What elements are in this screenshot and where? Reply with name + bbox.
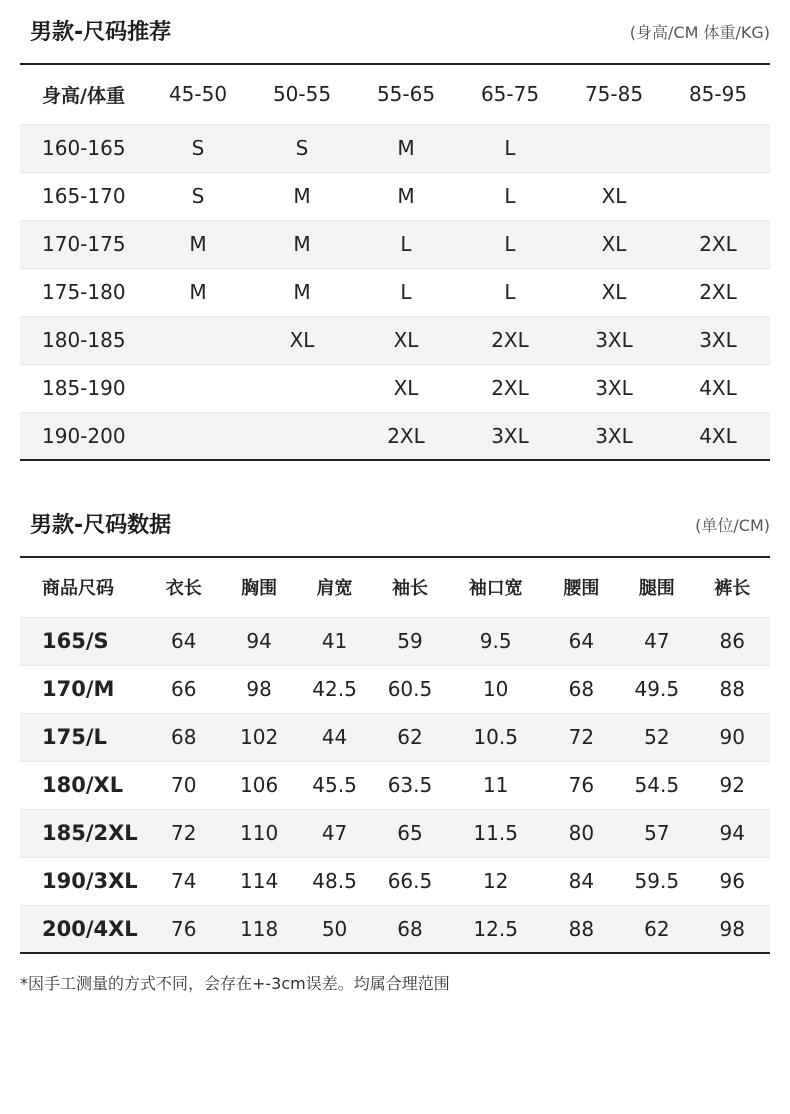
measurement-note: *因手工测量的方式不同，会存在+-3cm误差。均属合理范围 bbox=[20, 974, 450, 993]
table-row bbox=[20, 857, 770, 905]
table-cell: 90 bbox=[695, 713, 770, 761]
table-cell: 98 bbox=[695, 905, 770, 953]
table-cell: XL bbox=[354, 364, 458, 412]
table-cell: M bbox=[354, 172, 458, 220]
table-cell: 44 bbox=[297, 713, 372, 761]
header-cell: 衣长 bbox=[165, 578, 202, 600]
table-row bbox=[20, 220, 770, 268]
table-cell: S bbox=[250, 124, 354, 172]
size-data-title: 男款-尺码数据 bbox=[30, 513, 172, 538]
header-cell: 75-85 bbox=[584, 82, 644, 107]
table-cell: 94 bbox=[221, 617, 296, 665]
table-cell: XL bbox=[250, 316, 354, 364]
table-cell: M bbox=[250, 268, 354, 316]
size-recommend-title: 男款-尺码推荐 bbox=[30, 20, 172, 45]
table-cell: 88 bbox=[695, 665, 770, 713]
header-cell: 85-95 bbox=[688, 82, 748, 107]
table-cell: 4XL bbox=[666, 412, 770, 460]
row-label-cell: 160-165 bbox=[20, 124, 146, 172]
table-row bbox=[20, 761, 770, 809]
table-cell: 12.5 bbox=[448, 905, 544, 953]
table-cell: 70 bbox=[146, 761, 221, 809]
table-cell bbox=[250, 364, 354, 412]
table-cell: 3XL bbox=[458, 412, 562, 460]
table-cell: 54.5 bbox=[619, 761, 694, 809]
table-cell: S bbox=[146, 124, 250, 172]
table-cell: 48.5 bbox=[297, 857, 372, 905]
table-row bbox=[20, 412, 770, 460]
table-cell: M bbox=[146, 220, 250, 268]
table-cell: 4XL bbox=[666, 364, 770, 412]
table-cell: 62 bbox=[619, 905, 694, 953]
table-cell: M bbox=[250, 220, 354, 268]
row-label-cell: 185-190 bbox=[20, 364, 146, 412]
table-cell: 72 bbox=[146, 809, 221, 857]
table-cell: XL bbox=[562, 220, 666, 268]
table-cell bbox=[146, 316, 250, 364]
table-cell: 98 bbox=[221, 665, 296, 713]
table-cell: 52 bbox=[619, 713, 694, 761]
table-cell: 47 bbox=[297, 809, 372, 857]
table-cell bbox=[562, 124, 666, 172]
size-recommend-unit: (身高/CM 体重/KG) bbox=[629, 23, 770, 42]
table-cell: 9.5 bbox=[448, 617, 544, 665]
table-cell bbox=[666, 172, 770, 220]
table-cell: 12 bbox=[448, 857, 544, 905]
table-cell: 64 bbox=[146, 617, 221, 665]
table-cell: 76 bbox=[146, 905, 221, 953]
table-cell: M bbox=[250, 172, 354, 220]
table-cell: 3XL bbox=[666, 316, 770, 364]
table-cell: L bbox=[458, 124, 562, 172]
table-cell: 86 bbox=[695, 617, 770, 665]
size-data-header bbox=[20, 506, 770, 546]
header-cell: 袖长 bbox=[391, 578, 428, 600]
size-recommend-header bbox=[20, 13, 770, 53]
table-cell: 49.5 bbox=[619, 665, 694, 713]
table-cell bbox=[146, 412, 250, 460]
table-cell: 2XL bbox=[354, 412, 458, 460]
table-row bbox=[20, 316, 770, 364]
header-cell: 55-65 bbox=[376, 82, 436, 107]
table-cell: L bbox=[354, 268, 458, 316]
header-cell: 腰围 bbox=[563, 578, 600, 600]
table-cell: 110 bbox=[221, 809, 296, 857]
table-cell: 68 bbox=[544, 665, 619, 713]
table-cell: 96 bbox=[695, 857, 770, 905]
table-cell: 106 bbox=[221, 761, 296, 809]
table-row bbox=[20, 809, 770, 857]
table-cell: 64 bbox=[544, 617, 619, 665]
table-header-row bbox=[20, 557, 770, 617]
table-cell: L bbox=[458, 220, 562, 268]
table-row bbox=[20, 268, 770, 316]
table-row bbox=[20, 124, 770, 172]
table-cell: 66 bbox=[146, 665, 221, 713]
row-label-cell: 170-175 bbox=[20, 220, 146, 268]
table-cell bbox=[250, 412, 354, 460]
row-label-cell: 185/2XL bbox=[20, 809, 146, 857]
table-row bbox=[20, 364, 770, 412]
header-cell: 裤长 bbox=[714, 578, 751, 600]
table-cell: 84 bbox=[544, 857, 619, 905]
table-cell: 2XL bbox=[666, 220, 770, 268]
row-label-cell: 190/3XL bbox=[20, 857, 146, 905]
table-row bbox=[20, 617, 770, 665]
table-cell: M bbox=[354, 124, 458, 172]
table-cell: 41 bbox=[297, 617, 372, 665]
table-cell: 2XL bbox=[458, 364, 562, 412]
table-cell: 74 bbox=[146, 857, 221, 905]
table-cell: 114 bbox=[221, 857, 296, 905]
table-cell: 72 bbox=[544, 713, 619, 761]
table-cell: M bbox=[146, 268, 250, 316]
table-cell bbox=[146, 364, 250, 412]
table-cell: 10.5 bbox=[448, 713, 544, 761]
table-cell: 11 bbox=[448, 761, 544, 809]
table-cell: 42.5 bbox=[297, 665, 372, 713]
table-cell: 45.5 bbox=[297, 761, 372, 809]
table-cell: 88 bbox=[544, 905, 619, 953]
table-cell: XL bbox=[354, 316, 458, 364]
table-cell: 10 bbox=[448, 665, 544, 713]
header-cell: 45-50 bbox=[168, 82, 228, 107]
row-label-cell: 170/M bbox=[20, 665, 146, 713]
table-cell: 60.5 bbox=[372, 665, 447, 713]
table-row bbox=[20, 905, 770, 953]
table-cell: 63.5 bbox=[372, 761, 447, 809]
table-cell: S bbox=[146, 172, 250, 220]
table-cell: 68 bbox=[146, 713, 221, 761]
table-row bbox=[20, 713, 770, 761]
table-cell: 94 bbox=[695, 809, 770, 857]
table-cell: 65 bbox=[372, 809, 447, 857]
table-cell: L bbox=[354, 220, 458, 268]
table-cell: XL bbox=[562, 268, 666, 316]
table-header-row bbox=[20, 64, 770, 124]
table-cell: 3XL bbox=[562, 364, 666, 412]
table-cell: 92 bbox=[695, 761, 770, 809]
table-cell: 11.5 bbox=[448, 809, 544, 857]
header-cell: 袖口宽 bbox=[468, 578, 523, 600]
table-row bbox=[20, 172, 770, 220]
table-cell: 76 bbox=[544, 761, 619, 809]
table-cell: 102 bbox=[221, 713, 296, 761]
size-data-unit: (单位/CM) bbox=[695, 516, 770, 535]
row-label-cell: 190-200 bbox=[20, 412, 146, 460]
table-cell: 2XL bbox=[458, 316, 562, 364]
size-data-table bbox=[20, 556, 770, 954]
table-cell: 80 bbox=[544, 809, 619, 857]
table-cell: 50 bbox=[297, 905, 372, 953]
row-label-cell: 200/4XL bbox=[20, 905, 146, 953]
header-cell: 商品尺码 bbox=[42, 578, 114, 600]
table-cell: 68 bbox=[372, 905, 447, 953]
header-cell: 肩宽 bbox=[316, 578, 353, 600]
table-cell: 2XL bbox=[666, 268, 770, 316]
table-row bbox=[20, 665, 770, 713]
header-cell: 65-75 bbox=[480, 82, 540, 107]
table-cell: 3XL bbox=[562, 316, 666, 364]
header-cell: 胸围 bbox=[241, 578, 278, 600]
table-cell: L bbox=[458, 172, 562, 220]
table-cell: 62 bbox=[372, 713, 447, 761]
table-cell: 59.5 bbox=[619, 857, 694, 905]
table-cell bbox=[666, 124, 770, 172]
table-cell: 57 bbox=[619, 809, 694, 857]
size-recommend-table bbox=[20, 63, 770, 461]
table-cell: XL bbox=[562, 172, 666, 220]
header-cell: 身高/体重 bbox=[42, 84, 125, 107]
table-cell: 3XL bbox=[562, 412, 666, 460]
header-cell: 腿围 bbox=[638, 578, 675, 600]
table-cell: 118 bbox=[221, 905, 296, 953]
row-label-cell: 175/L bbox=[20, 713, 146, 761]
row-label-cell: 180/XL bbox=[20, 761, 146, 809]
table-cell: L bbox=[458, 268, 562, 316]
table-cell: 47 bbox=[619, 617, 694, 665]
row-label-cell: 165/S bbox=[20, 617, 146, 665]
row-label-cell: 175-180 bbox=[20, 268, 146, 316]
table-cell: 59 bbox=[372, 617, 447, 665]
row-label-cell: 165-170 bbox=[20, 172, 146, 220]
table-cell: 66.5 bbox=[372, 857, 447, 905]
header-cell: 50-55 bbox=[272, 82, 332, 107]
row-label-cell: 180-185 bbox=[20, 316, 146, 364]
